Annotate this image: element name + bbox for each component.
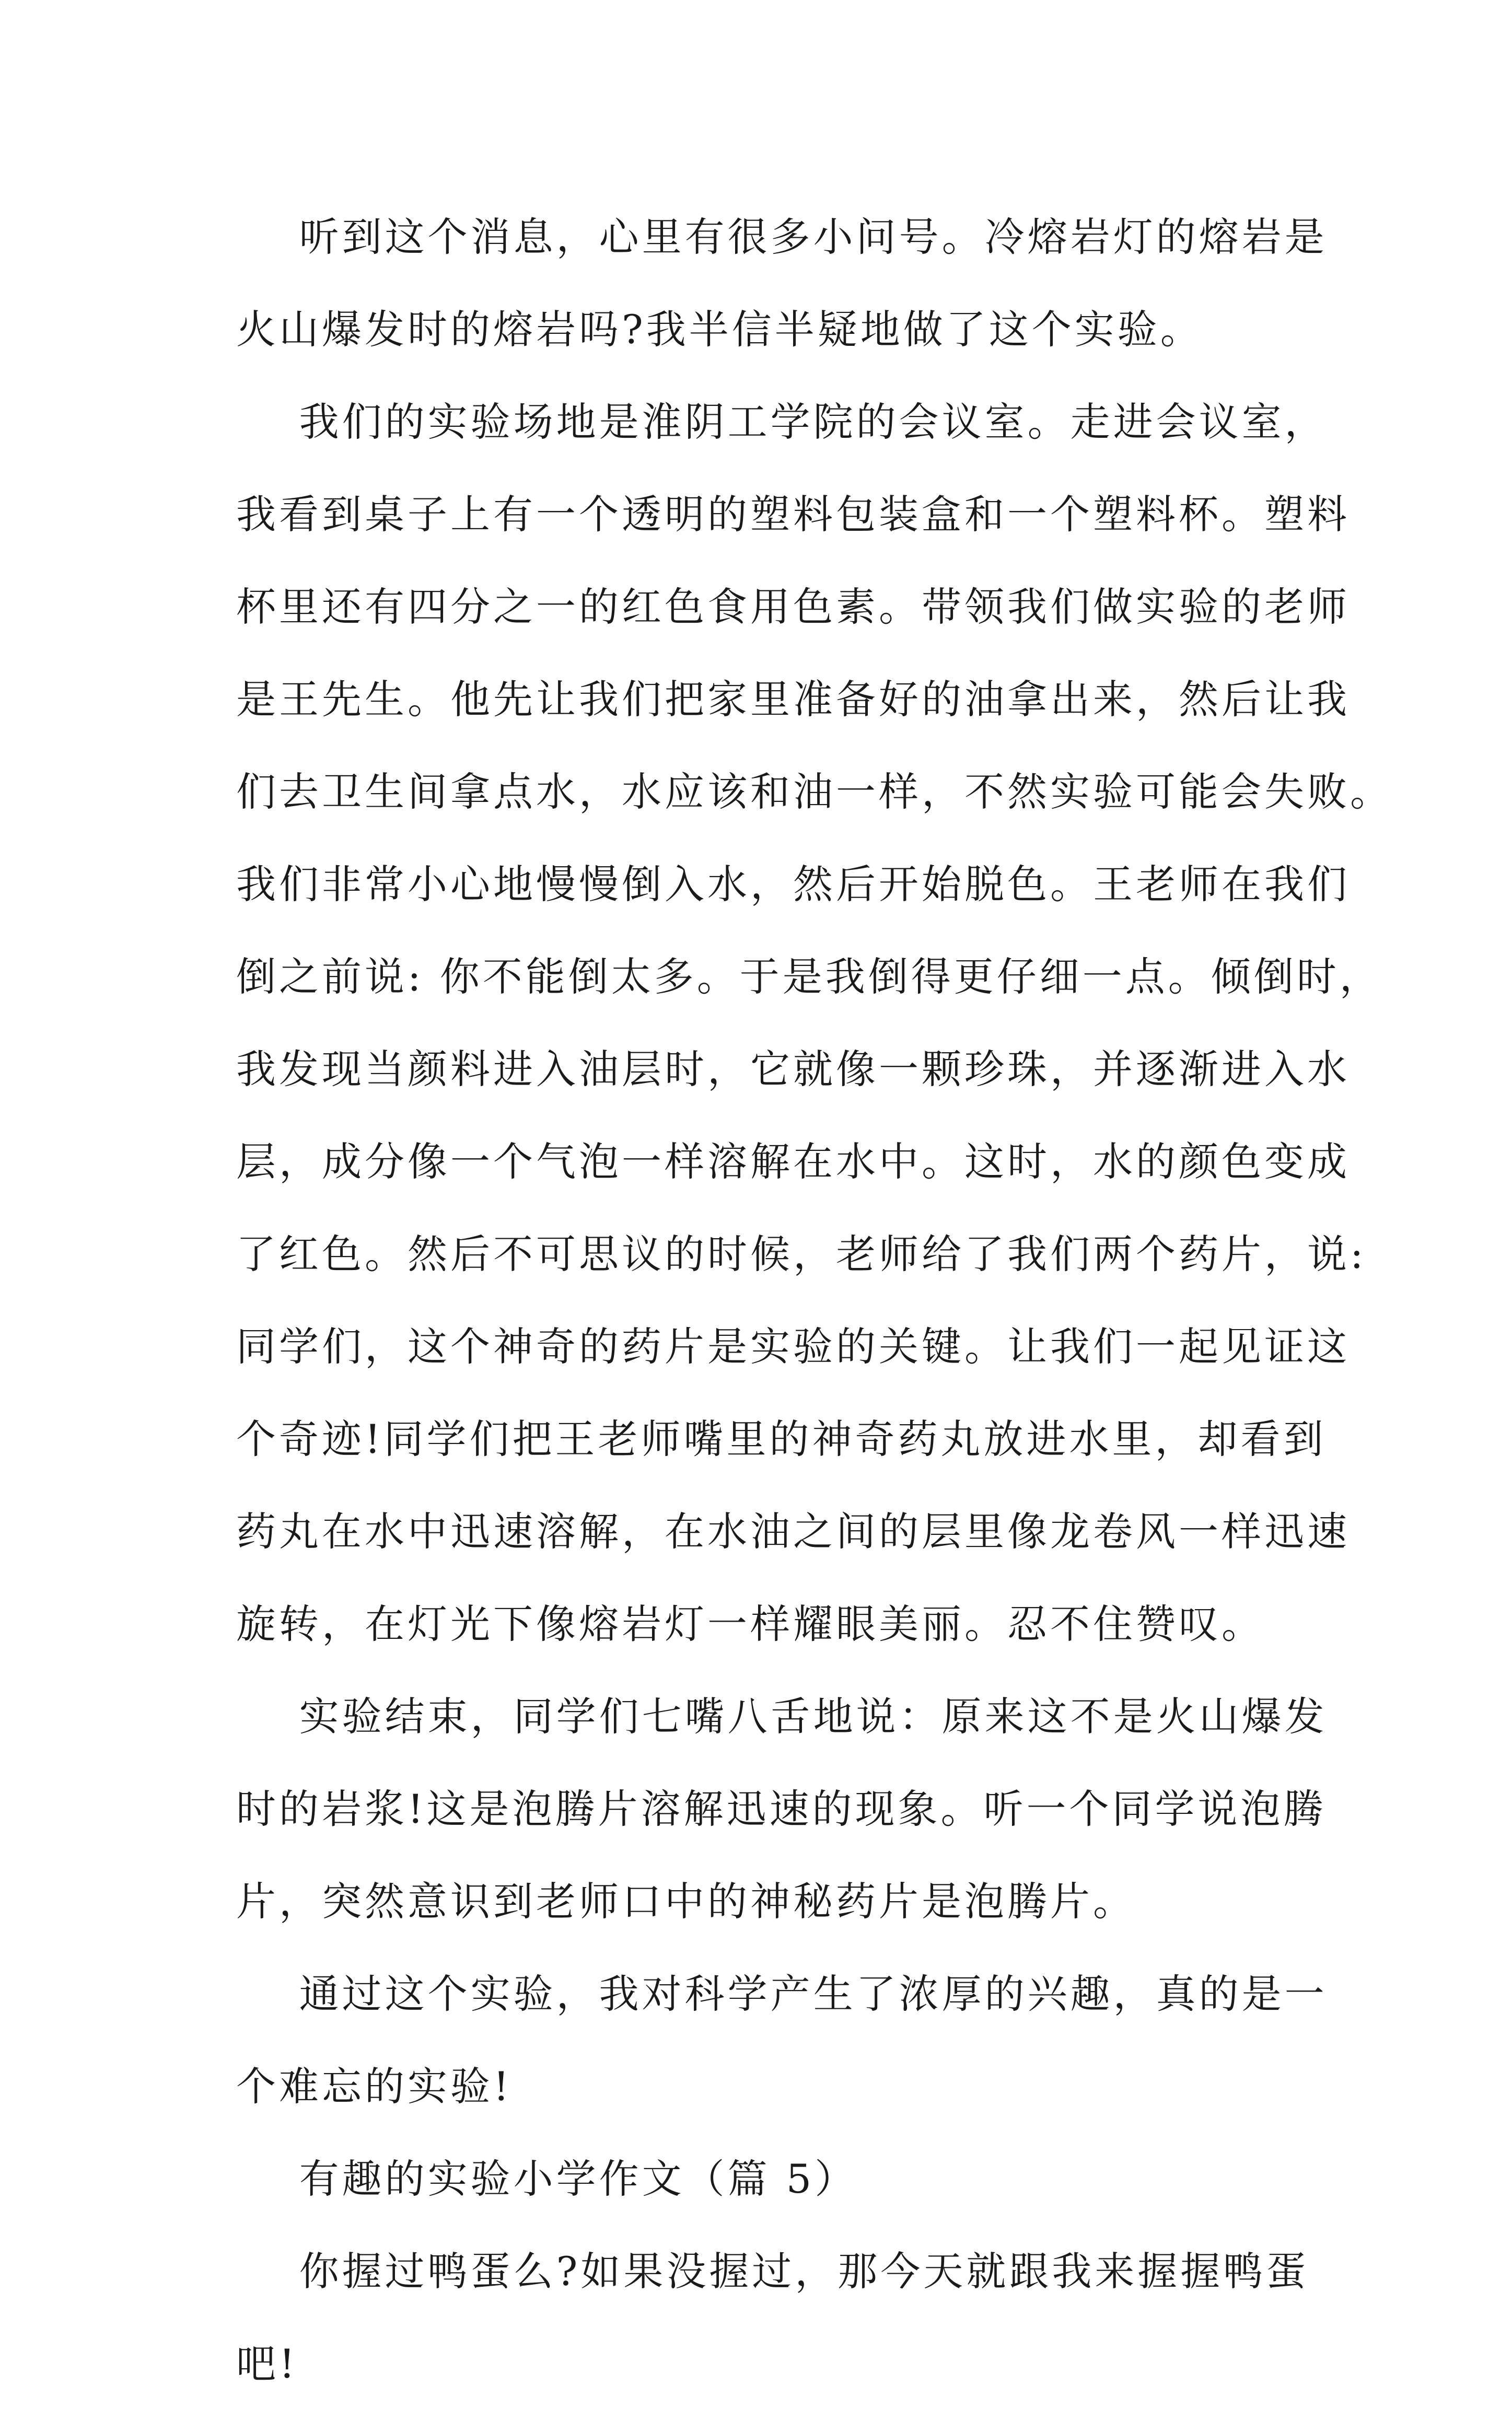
text-line: 个难忘的实验! <box>236 2063 513 2110</box>
text-line: 了红色。然后不可思议的时候，老师给了我们两个药片，说: <box>236 1231 1367 1277</box>
section-heading: 有趣的实验小学作文（篇 5） <box>236 2156 858 2202</box>
text-line: 时的岩浆!这是泡腾片溶解迅速的现象。听一个同学说泡腾 <box>236 1786 1327 1832</box>
text-line: 我看到桌子上有一个透明的塑料包装盒和一个塑料杯。塑料 <box>236 491 1350 538</box>
text-line: 同学们，这个神奇的药片是实验的关键。让我们一起见证这 <box>236 1323 1350 1370</box>
text-line: 听到这个消息，心里有很多小问号。冷熔岩灯的熔岩是 <box>236 214 1328 260</box>
text-line: 片，突然意识到老师口中的神秘药片是泡腾片。 <box>236 1878 1136 1925</box>
text-line: 通过这个实验，我对科学产生了浓厚的兴趣，真的是一 <box>236 1971 1328 2017</box>
text-line: 我们的实验场地是淮阴工学院的会议室。走进会议室， <box>236 399 1328 445</box>
text-line: 药丸在水中迅速溶解，在水油之间的层里像龙卷风一样迅速 <box>236 1508 1350 1555</box>
text-line: 们去卫生间拿点水，水应该和油一样，不然实验可能会失败。 <box>236 769 1393 815</box>
text-line: 倒之前说: 你不能倒太多。于是我倒得更仔细一点。倾倒时， <box>236 953 1382 1000</box>
essay-text <box>236 191 1393 2410</box>
text-line: 火山爆发时的熔岩吗?我半信半疑地做了这个实验。 <box>236 306 1203 353</box>
text-line: 杯里还有四分之一的红色食用色素。带领我们做实验的老师 <box>236 584 1350 630</box>
text-line: 我们非常小心地慢慢倒入水，然后开始脱色。王老师在我们 <box>236 861 1350 907</box>
text-line: 个奇迹!同学们把王老师嘴里的神奇药丸放进水里，却看到 <box>236 1416 1327 1462</box>
text-line: 是王先生。他先让我们把家里准备好的油拿出来，然后让我 <box>236 676 1350 723</box>
text-line: 你握过鸭蛋么?如果没握过，那今天就跟我来握握鸭蛋 <box>236 2248 1309 2295</box>
text-line: 层，成分像一个气泡一样溶解在水中。这时，水的颜色变成 <box>236 1138 1350 1185</box>
text-line: 吧! <box>236 2341 298 2387</box>
text-line: 旋转，在灯光下像熔岩灯一样耀眼美丽。忍不住赞叹。 <box>236 1601 1264 1647</box>
text-line: 我发现当颜料进入油层时，它就像一颗珍珠，并逐渐进入水 <box>236 1046 1350 1092</box>
text-line: 实验结束，同学们七嘴八舌地说：原来这不是火山爆发 <box>236 1693 1328 1740</box>
